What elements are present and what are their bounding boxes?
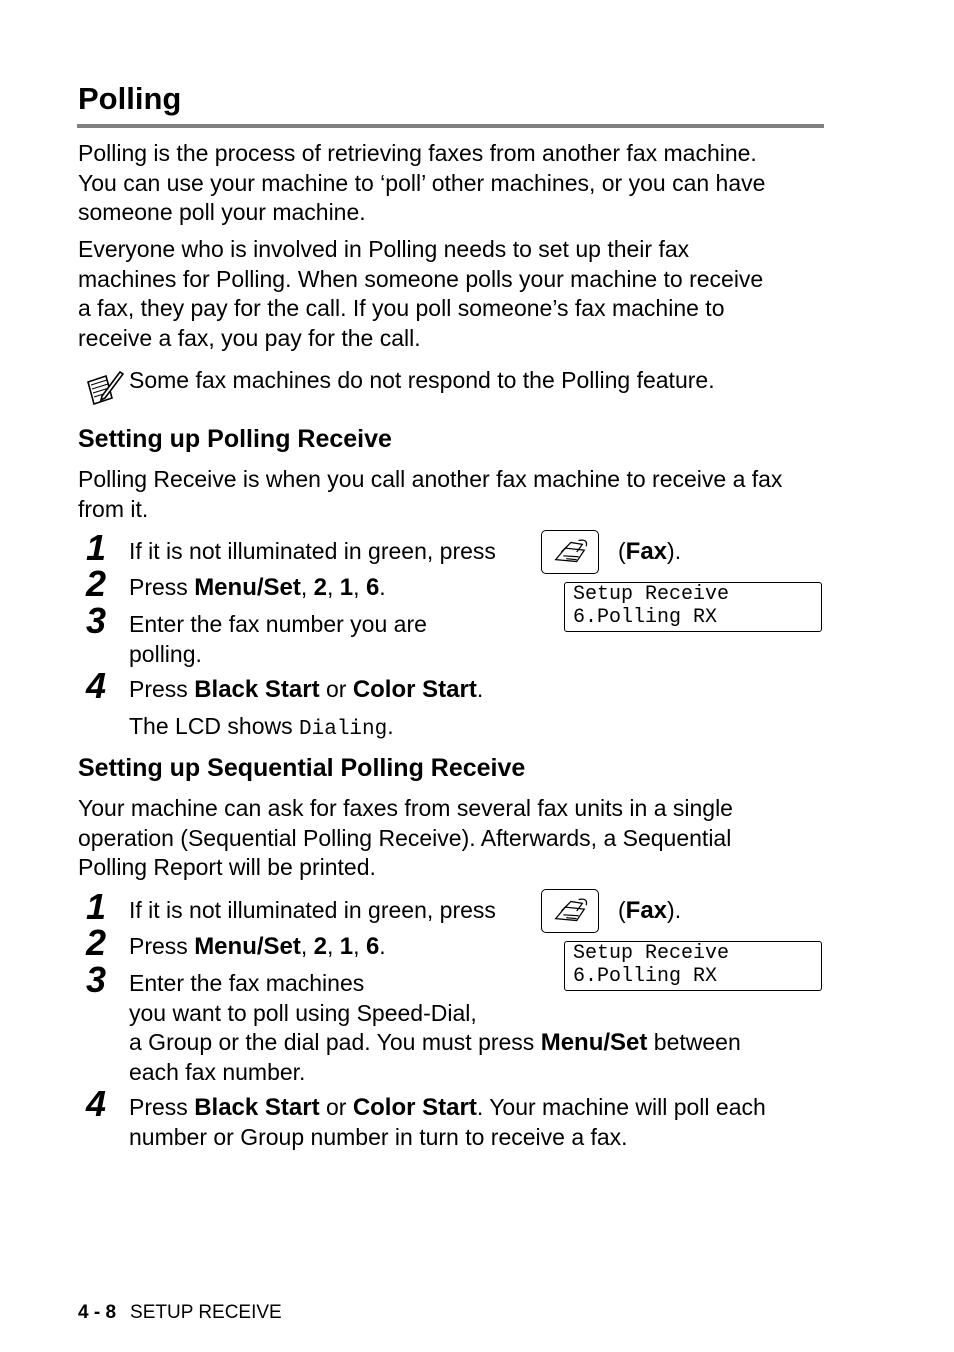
- page-footer: [78, 1302, 282, 1324]
- step-2-text: Press Menu/Set, 2, 1, 6.: [129, 933, 386, 960]
- section-title-sequential-polling: Setting up Sequential Polling Receive: [78, 754, 526, 782]
- text-line: operation (Sequential Polling Receive). Afterwards, a Sequential: [78, 824, 732, 851]
- fax-key-icon: [541, 889, 599, 933]
- step-3-text: [129, 610, 427, 669]
- text-line: Press Black Start or Color Start. Your machine will poll each: [129, 1094, 766, 1121]
- page-title: Polling: [78, 81, 182, 116]
- step-number: 3: [86, 959, 107, 1000]
- step-number: 3: [86, 600, 107, 641]
- fax-key-label: (Fax).: [618, 538, 682, 565]
- text-line: each fax number.: [129, 1058, 306, 1085]
- title-rule: [77, 124, 824, 128]
- step-number: 2: [86, 563, 107, 604]
- step-4-text: Press Black Start or Color Start.: [129, 676, 484, 703]
- step-number: 1: [86, 527, 107, 568]
- fax-key-icon: [541, 530, 599, 574]
- lcd-line: Setup Receive: [573, 583, 730, 606]
- section-title-polling-receive: Setting up Polling Receive: [78, 425, 392, 453]
- footer-section: SETUP RECEIVE: [130, 1302, 282, 1323]
- intro-paragraph-1: [78, 139, 838, 228]
- text-line: Polling is the process of retrieving faxes from another fax machine.: [78, 140, 757, 166]
- text-line: number or Group number in turn to receive a fax.: [129, 1123, 628, 1150]
- text-line: machines for Polling. When someone polls your machine to receive: [78, 265, 764, 292]
- text-line: Enter the fax machines: [129, 970, 365, 996]
- step-1-text: If it is not illuminated in green, press: [129, 897, 496, 923]
- note-text: Some fax machines do not respond to the Polling feature.: [129, 367, 715, 393]
- step-number: 2: [86, 922, 107, 963]
- step-number: 4: [86, 665, 107, 706]
- text-line: You can use your machine to ‘poll’ other machines, or you can have: [78, 169, 766, 196]
- text-line: polling.: [129, 640, 202, 667]
- text-line: Polling Receive is when you call another fax machine to receive a fax: [78, 466, 783, 492]
- text-line: you want to poll using Speed-Dial,: [129, 999, 477, 1026]
- intro-paragraph-2: [78, 235, 838, 353]
- lcd-display: [564, 582, 822, 632]
- lcd-line: Setup Receive: [573, 942, 730, 965]
- step-number: 1: [86, 886, 107, 927]
- text-line: Everyone who is involved in Polling needs to set up their fax: [78, 236, 690, 262]
- section2-description: [78, 794, 838, 883]
- step-2-text: Press Menu/Set, 2, 1, 6.: [129, 574, 386, 601]
- text-line: receive a fax, you pay for the call.: [78, 324, 421, 351]
- step-1-text: If it is not illuminated in green, press: [129, 538, 496, 564]
- section1-description: [78, 465, 838, 524]
- text-line: Your machine can ask for faxes from several fax units in a single: [78, 795, 733, 821]
- step-number: 4: [86, 1083, 107, 1124]
- lcd-line: 6.Polling RX: [573, 964, 718, 988]
- note-pencil-icon: [82, 368, 124, 410]
- lcd-line: 6.Polling RX: [573, 605, 718, 629]
- text-line: a fax, they pay for the call. If you poll someone’s fax machine to: [78, 295, 725, 321]
- text-line: from it.: [78, 495, 149, 522]
- lcd-shows-text: The LCD shows Dialing.: [129, 713, 394, 741]
- text-line: Enter the fax number you are: [129, 611, 427, 637]
- text-line: a Group or the dial pad. You must press Menu/Set between: [129, 1029, 741, 1056]
- page-number: 4 - 8: [78, 1302, 117, 1323]
- text-line: someone poll your machine.: [78, 199, 366, 225]
- step-4-text: [129, 1093, 766, 1152]
- text-line: Polling Report will be printed.: [78, 854, 376, 880]
- step-3-text: [129, 969, 741, 1087]
- fax-key-label: (Fax).: [618, 897, 682, 924]
